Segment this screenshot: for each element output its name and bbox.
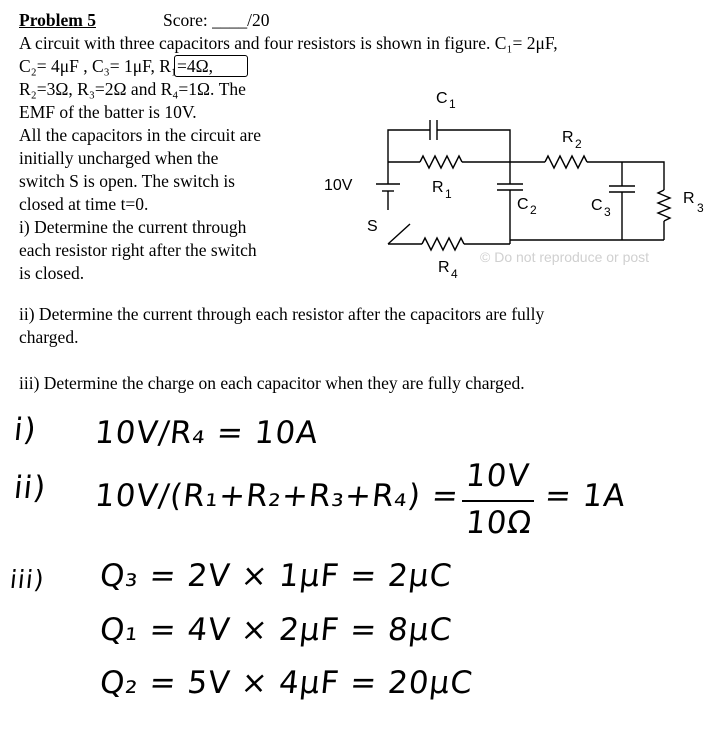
answer-ii-label: ii) <box>12 470 49 506</box>
question-iii: iii) Determine the charge on each capacitor when they are fully charged. <box>19 373 525 393</box>
problem-line-4: EMF of the batter is 10V. <box>19 102 197 122</box>
score-label: Score: ____/20 <box>163 10 270 30</box>
answer-iii-label: iii) <box>8 565 47 594</box>
problem-line-7: switch S is open. The switch is <box>19 171 235 191</box>
problem-line-10: each resistor right after the switch <box>19 240 257 260</box>
r4-subscript: 4 <box>451 267 458 281</box>
answer-ii-text: 10V/(R₁+R₂+R₃+R₄) = <box>93 478 461 514</box>
r2-resistor <box>545 156 587 168</box>
problem-title: Problem 5 <box>19 10 96 30</box>
r3-label: R <box>683 190 695 207</box>
answer-q1: Q₁ = 4V × 2μF = 8μC <box>98 612 455 648</box>
problem-line-6: initially uncharged when the <box>19 148 219 168</box>
answer-q3: Q₃ = 2V × 1μF = 2μC <box>98 558 455 594</box>
r3-subscript: 3 <box>697 201 704 215</box>
answer-i-text: 10V/R₄ = 10A <box>93 415 321 451</box>
r4-label: R <box>438 259 450 276</box>
problem-line-2: C₂= 4μF , C₃= 1μF, R₁=4Ω, <box>19 56 214 76</box>
c2-subscript: 2 <box>530 203 537 217</box>
c2-label: C <box>517 196 529 213</box>
problem-line-5: All the capacitors in the circuit are <box>19 125 261 145</box>
r1-resistor <box>420 156 462 168</box>
answer-ii-numerator: 10V <box>464 458 532 494</box>
answer-i-label: i) <box>12 412 39 448</box>
switch-label: S <box>367 218 378 235</box>
switch-blade <box>388 224 410 244</box>
question-ii: ii) Determine the current through each resistor after the capacitors are fully <box>19 304 545 324</box>
answer-ii-fraction-bar <box>462 500 534 502</box>
r2-label: R <box>562 129 574 146</box>
c1-label: C <box>436 90 448 107</box>
c3-subscript: 3 <box>604 205 611 219</box>
problem-line-3: R₂=3Ω, R₃=2Ω and R₄=1Ω. The <box>19 79 246 99</box>
answer-ii-result: = 1A <box>543 478 628 514</box>
r2-subscript: 2 <box>575 137 582 151</box>
problem-line-11: is closed. <box>19 263 85 283</box>
r4-resistor <box>422 238 464 250</box>
problem-line-8: closed at time t=0. <box>19 194 149 214</box>
answer-q2: Q₂ = 5V × 4μF = 20μC <box>98 665 475 701</box>
r1-label: R <box>432 179 444 196</box>
problem-line-1: A circuit with three capacitors and four resistors is shown in figure. C₁= 2μF, <box>19 33 558 53</box>
c3-label: C <box>591 197 603 214</box>
c1-subscript: 1 <box>449 97 456 111</box>
circuit-diagram <box>0 0 716 300</box>
problem-line-9: i) Determine the current through <box>19 217 247 237</box>
r3-resistor <box>658 190 670 221</box>
r1-subscript: 1 <box>445 187 452 201</box>
watermark-text: © Do not reproduce or post <box>480 249 650 265</box>
question-ii-cont: charged. <box>19 327 79 347</box>
emf-label: 10V <box>324 177 353 194</box>
answer-ii-denominator: 10Ω <box>464 505 535 541</box>
